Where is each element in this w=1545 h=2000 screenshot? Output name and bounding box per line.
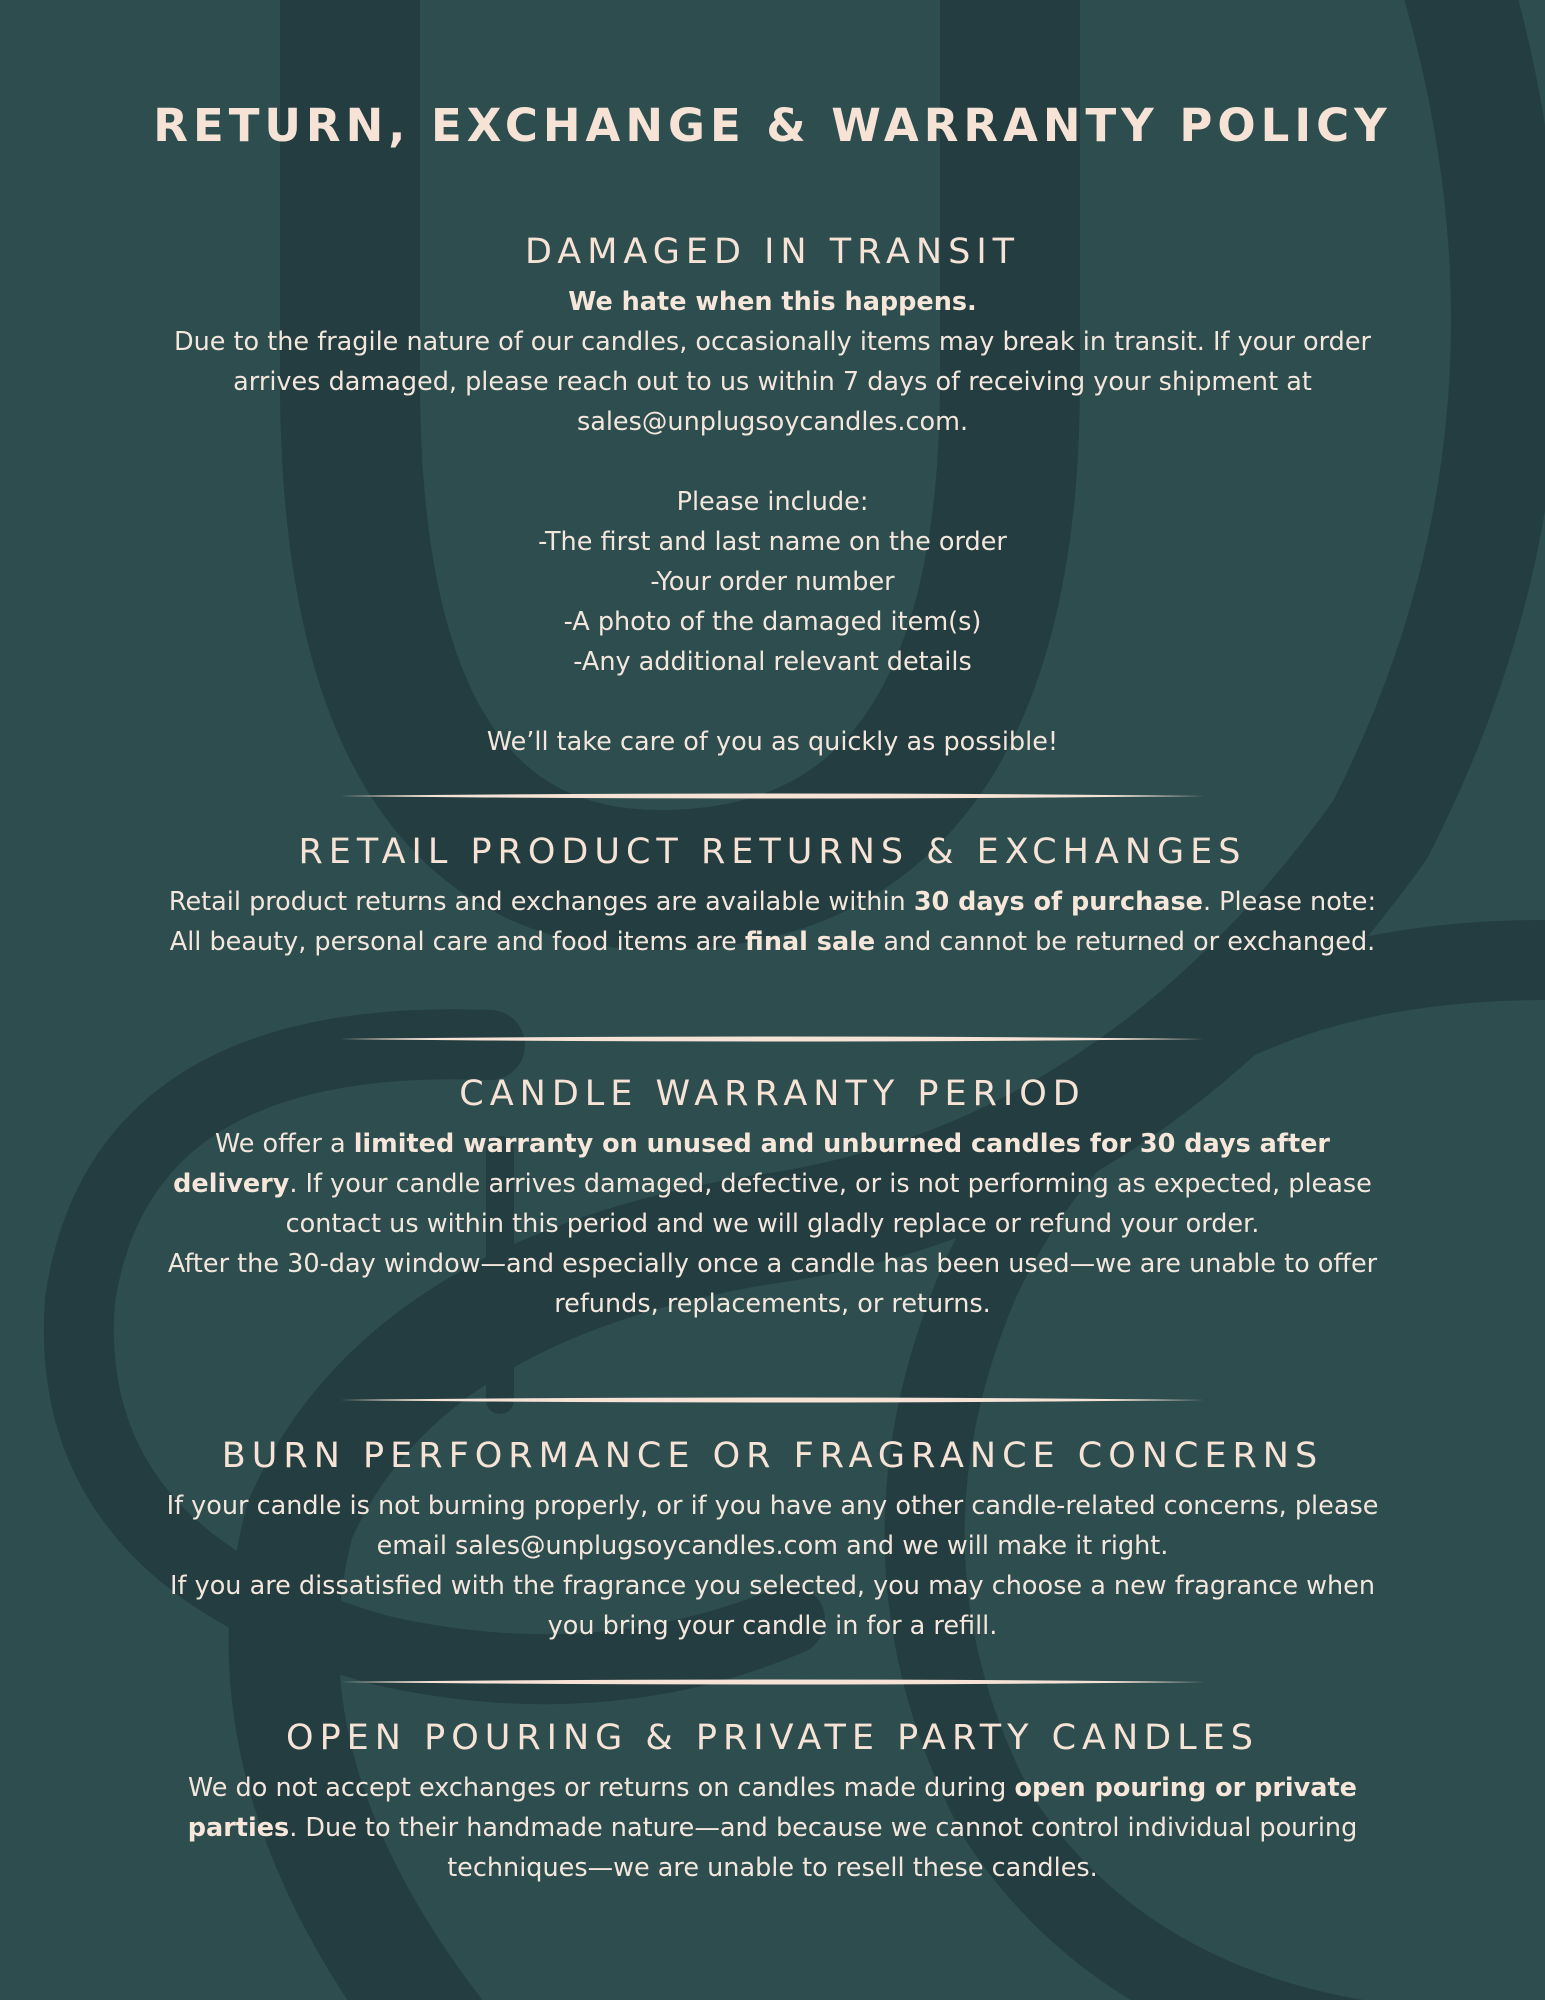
- section-paragraph: If you are dissatisfied with the fragrance you selected, you may choose a new fragrance when you bring your candle in for a refill.: [170, 1571, 1375, 1641]
- list-item: -A photo of the damaged item(s): [563, 607, 982, 637]
- section-heading: OPEN POURING & PRIVATE PARTY CANDLES: [286, 1718, 1259, 1758]
- section-heading: CANDLE WARRANTY PERIOD: [459, 1074, 1086, 1114]
- section-paragraph: We offer a limited warranty on unused and unburned candles for 30 days after delivery. If your candle arrives damaged, defective, or is not performing as expected, please contact us within this period and we will gladly replace or refund your order.: [173, 1129, 1372, 1239]
- section-lead: We hate when this happens.: [568, 287, 977, 317]
- section-paragraph: Retail product returns and exchanges are available within 30 days of purchase. Please note: All beauty, personal care and food items are final sale and cannot be returned or exchanged.: [168, 887, 1377, 957]
- list-intro: Please include:: [676, 487, 869, 517]
- section-divider: [340, 1677, 1205, 1687]
- section-divider: [340, 791, 1205, 801]
- section-candle-warranty: [150, 1070, 1395, 1324]
- section-paragraph: If your candle is not burning properly, or if you have any other candle-related concerns, please email sales@unplugsoycandles.com and we will make it right.: [166, 1491, 1379, 1561]
- section-paragraph: We do not accept exchanges or returns on candles made during open pouring or private parties. Due to their handmade nature—and because we cannot control individual pouring techniques—we are unable to resell these candles.: [187, 1773, 1358, 1883]
- section-heading: DAMAGED IN TRANSIT: [524, 232, 1021, 272]
- section-open-pouring: [150, 1714, 1395, 1888]
- section-burn-fragrance-concerns: [150, 1432, 1395, 1646]
- section-closing: We’ll take care of you as quickly as possible!: [486, 727, 1059, 757]
- section-divider: [340, 1034, 1205, 1044]
- section-retail-returns: [150, 828, 1395, 962]
- section-heading: BURN PERFORMANCE OR FRAGRANCE CONCERNS: [221, 1436, 1324, 1476]
- section-paragraph: After the 30-day window—and especially once a candle has been used—we are unable to offer refunds, replacements, or returns.: [167, 1249, 1378, 1319]
- section-paragraph: Due to the fragile nature of our candles, occasionally items may break in transit. If your order arrives damaged, please reach out to us within 7 days of receiving your shipment at sales@unplugsoycandles.com.: [173, 327, 1372, 437]
- section-damaged-in-transit: [150, 228, 1395, 762]
- list-item: -The first and last name on the order: [538, 527, 1007, 557]
- section-divider: [340, 1395, 1205, 1405]
- section-heading: RETAIL PRODUCT RETURNS & EXCHANGES: [298, 832, 1247, 872]
- page-title: RETURN, EXCHANGE & WARRANTY POLICY: [153, 99, 1392, 152]
- list-item: -Your order number: [650, 567, 895, 597]
- list-item: -Any additional relevant details: [573, 647, 972, 677]
